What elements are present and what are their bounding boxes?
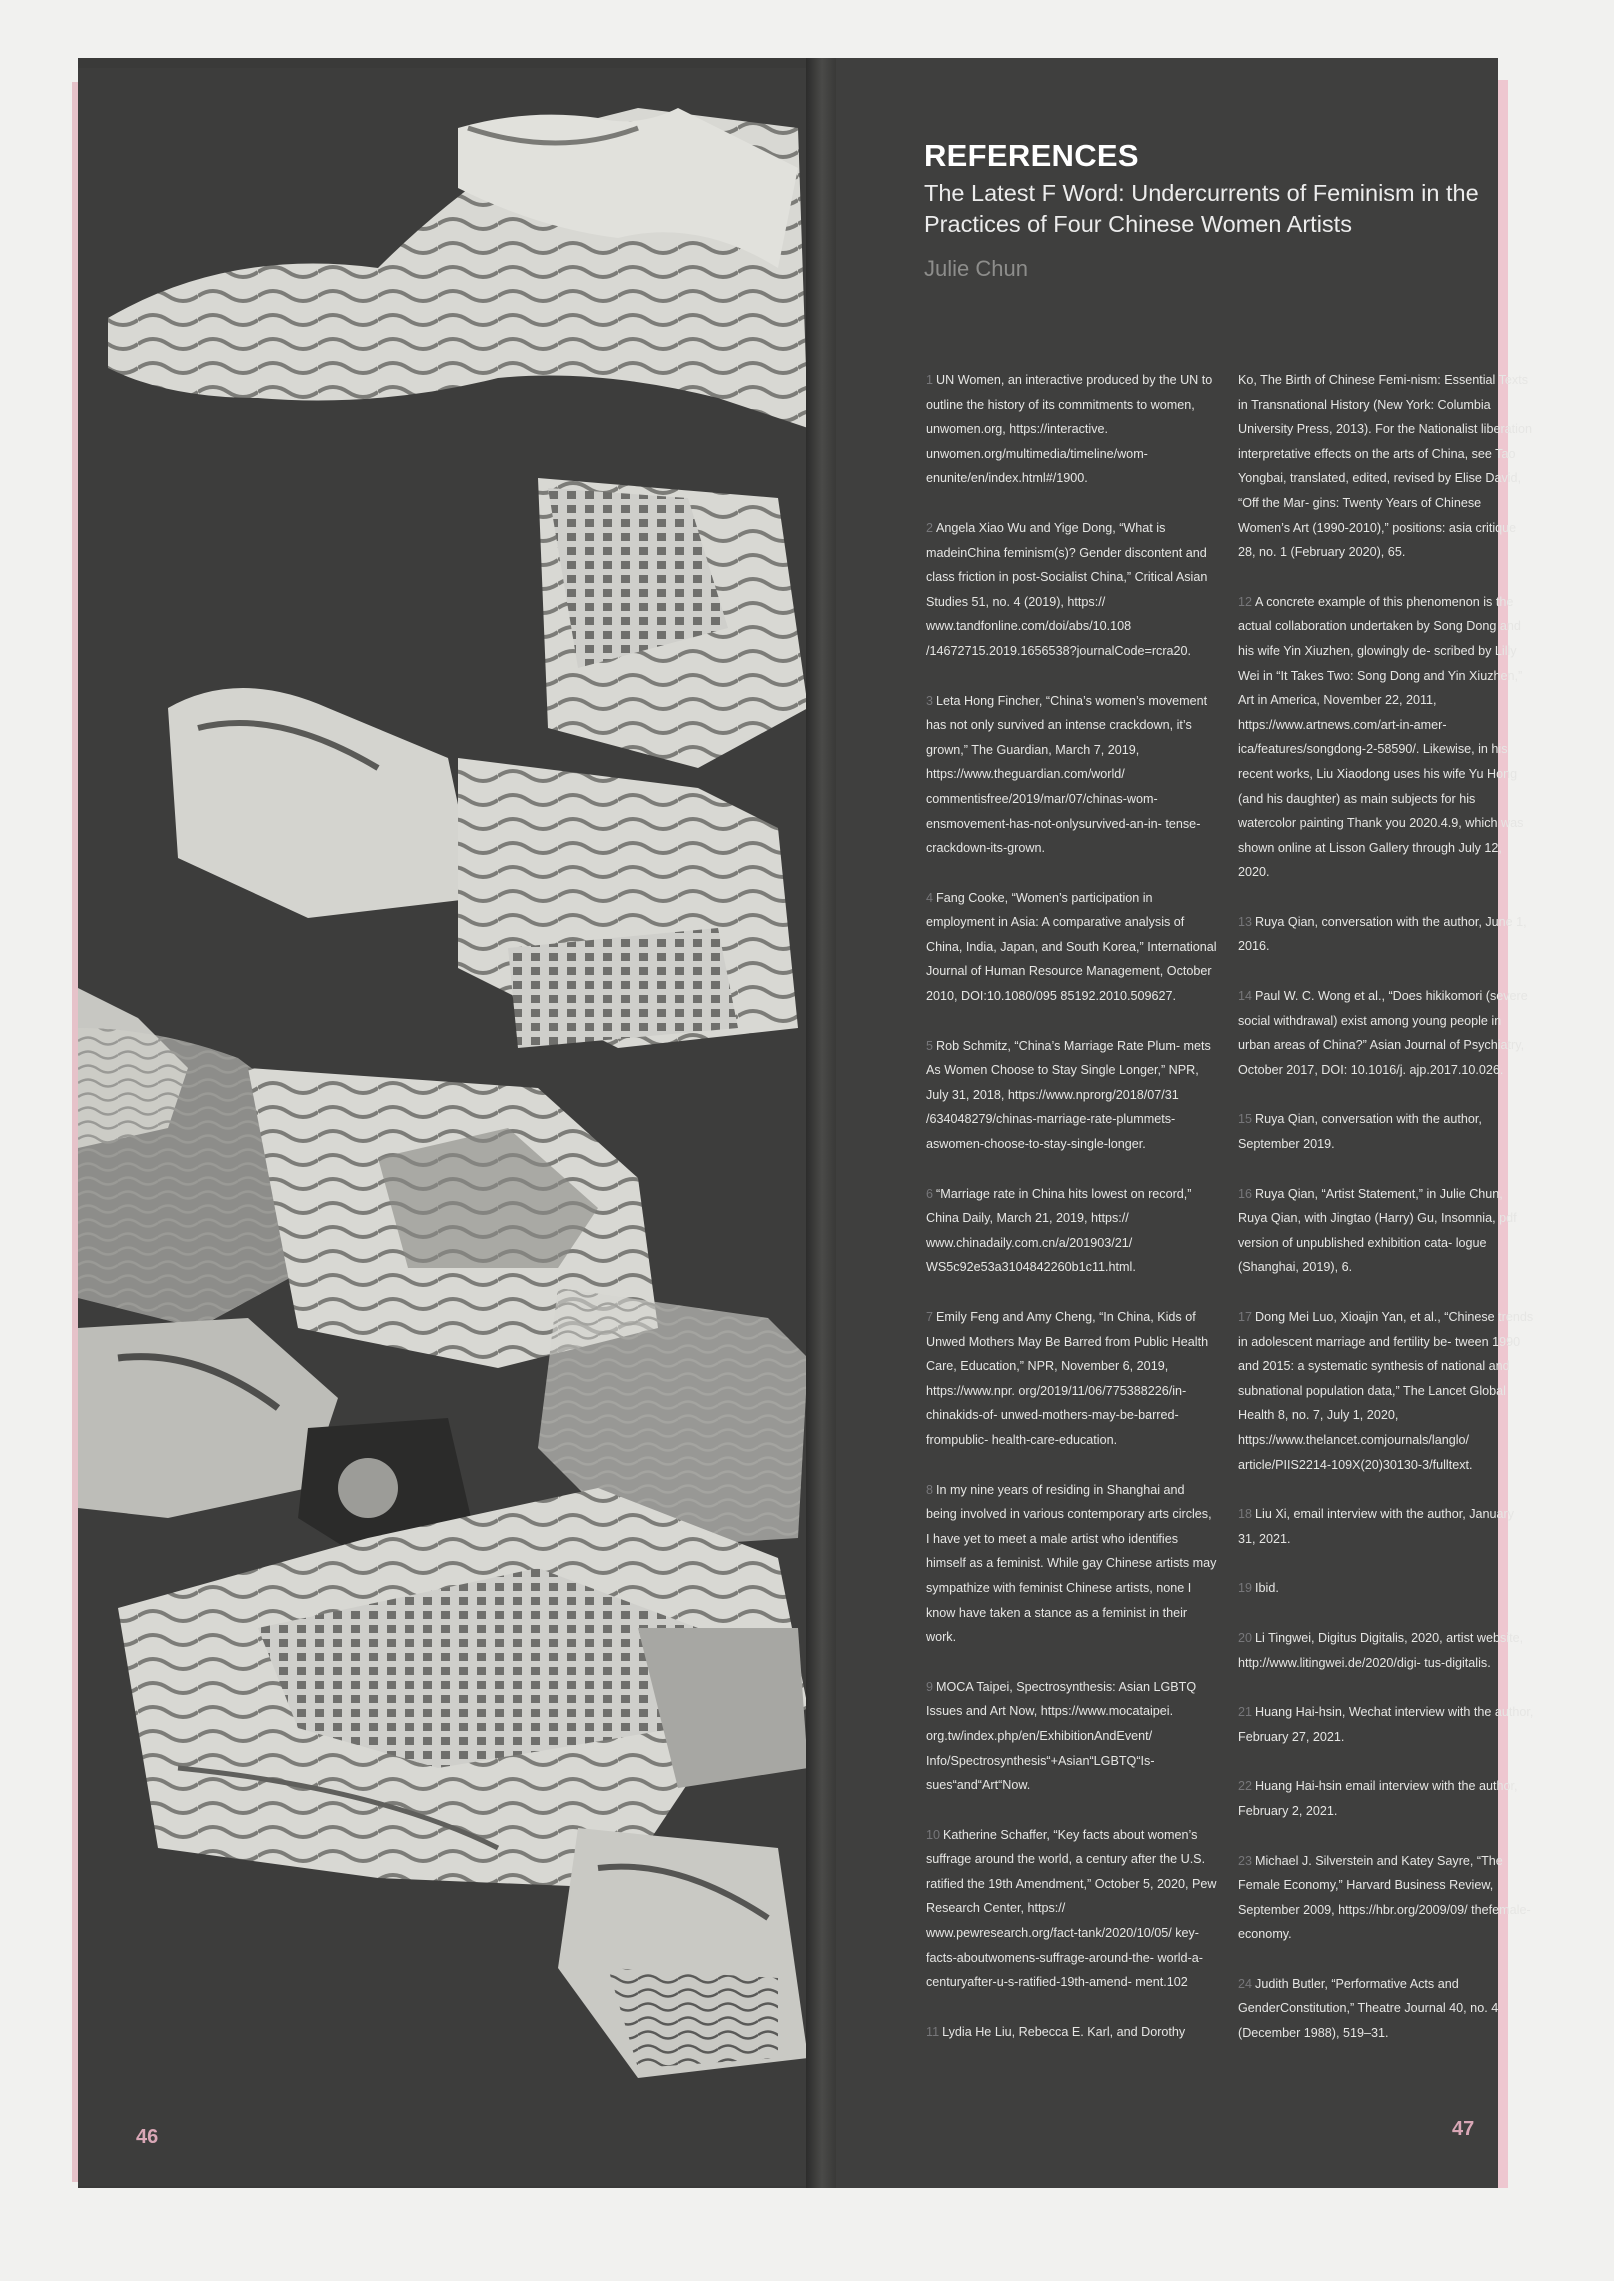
- endnote-text: Emily Feng and Amy Cheng, “In China, Kids of Unwed Mothers May Be Barred from Public Health Care, Education,” NPR, November 6, 2019, https://www.npr. org/2019/11/06/775388226/in-chinakids-of- unwed-mothers-may-be-barred-frompublic- health-care-education.: [926, 1310, 1209, 1447]
- endnote-text: Angela Xiao Wu and Yige Dong, “What is madeinChina feminism(s)? Gender discontent and class friction in post-Socialist China,” Critical Asian Studies 51, no. 4 (2019), https:// www.tandfonline.com/doi/abs/10.108 /14672715.2019.1656538?journalCode=rcra20.: [926, 520, 1208, 658]
- endnote: [1238, 984, 1534, 1082]
- endnote: [1238, 910, 1534, 959]
- endnote-text: Dong Mei Luo, Xioajin Yan, et al., “Chinese trends in adolescent marriage and fertility be- tween 1990 and 2015: a systematic synthesis of national and subnational population data,” The Lancet Global Health 8, no. 7, July 1, 2020, https://www.thelancet.comjournals/langlo/ article/PIIS2214-109X(20)30130-3/fulltext.: [1238, 1310, 1534, 1472]
- endnote-text: Paul W. C. Wong et al., “Does hikikomori (severe social withdrawal) exist among young people in urban areas of China?” Asian Journal of Psychiatry, October 2017, DOI: 10.1016/j. ajp.2017.10.026.: [1238, 989, 1528, 1077]
- endnote: [1238, 590, 1534, 885]
- endnote: [926, 1182, 1218, 1280]
- endnote-text: Li Tingwei, Digitus Digitalis, 2020, artist website, http://www.litingwei.de/2020/digi- tus-digitalis.: [1238, 1630, 1524, 1670]
- booklet-spread: [78, 58, 1534, 2188]
- endnote-number: 14: [1238, 989, 1253, 1004]
- article-subtitle: The Latest F Word: Undercurrents of Feminism in the Practices of Four Chinese Women Artists: [924, 180, 1479, 237]
- endnote-text: MOCA Taipei, Spectrosynthesis: Asian LGBTQ Issues and Art Now, https://www.mocataipei. org.tw/index.php/en/ExhibitionAndEvent/ Info/Spectrosynthesis“+Asian“LGBTQ“Is- sues“and“Art“Now.: [926, 1679, 1197, 1793]
- endnote-text: Fang Cooke, “Women’s participation in employment in Asia: A comparative analysis of China, India, Japan, and South Korea,” International Journal of Human Resource Management, October 2010, DOI:10.1080/095 85192.2010.509627.: [926, 890, 1217, 1004]
- endnote-number: 5: [926, 1038, 934, 1053]
- endnote-number: 2: [926, 520, 934, 535]
- endnote-number: 13: [1238, 914, 1253, 929]
- artwork-collage-image: [78, 68, 808, 2186]
- endnote-number: 6: [926, 1186, 934, 1201]
- endnote-number: 10: [926, 1827, 941, 1842]
- endnote-number: 15: [1238, 1112, 1253, 1127]
- page-number-right: 47: [1452, 2118, 1475, 2140]
- endnote: [1238, 368, 1534, 565]
- endnote-number: 19: [1238, 1581, 1253, 1596]
- right-page: [836, 58, 1534, 2188]
- endnote-text: Leta Hong Fincher, “China’s women’s movement has not only survived an intense crackdown, it’s grown,” The Guardian, March 7, 2019, https://www.theguardian.com/world/ commentisfree/2019/mar/07/chinas-wom- ensmovement-has-not-onlysurvived-an-in- tense-crackdown-its-grown.: [926, 693, 1208, 856]
- endnote: [926, 1305, 1218, 1453]
- endnote: [1238, 1849, 1534, 1947]
- endnote-text: Judith Butler, “Performative Acts and GenderConstitution,” Theatre Journal 40, no. 4 (December 1988), 519–31.: [1238, 1976, 1499, 2041]
- endnote: [926, 516, 1218, 664]
- endnote: [1238, 1972, 1534, 2046]
- endnote: [926, 886, 1218, 1009]
- endnote: [926, 368, 1218, 491]
- endnote-number: 7: [926, 1310, 934, 1324]
- article-author: Julie Chun: [924, 256, 1028, 281]
- endnote: [1238, 1626, 1534, 1675]
- endnote-number: 20: [1238, 1630, 1253, 1645]
- endnote: [1238, 1502, 1534, 1551]
- endnote-number: 21: [1238, 1705, 1253, 1720]
- page-number-left: 46: [136, 2126, 159, 2148]
- endnote: [1238, 1107, 1534, 1156]
- endnote-number: 3: [926, 693, 934, 708]
- endnote-text: Michael J. Silverstein and Katey Sayre, “The Female Economy,” Harvard Business Review, September 2009, https://hbr.org/2009/09/ thefemale- economy.: [1238, 1853, 1531, 1942]
- left-page: [78, 68, 808, 2186]
- endnote-text: Liu Xi, email interview with the author, January 31, 2021.: [1238, 1507, 1515, 1546]
- endnote-number: 17: [1238, 1310, 1253, 1324]
- endnote-number: 8: [926, 1482, 934, 1497]
- endnote: [1238, 1182, 1534, 1280]
- endnote-text: Ko, The Birth of Chinese Femi-nism: Essential Texts in Transnational History (New York: Columbia University Press, 2013). For the Nationalist liberation interpretative effects on the arts of China, see Tao Yongbai, translated, edited, revised by Elise David, “Off the Mar- gins: Twenty Years of Chinese Women’s Art (1990-2010),” positions: asia critique 28, no. 1 (February 2020), 65.: [1238, 373, 1532, 560]
- references-header: [924, 138, 1484, 282]
- endnote-number: 24: [1238, 1976, 1253, 1991]
- endnote: [1238, 1700, 1534, 1749]
- endnote-number: 11: [926, 2024, 940, 2039]
- endnote-text: Huang Hai-hsin, Wechat interview with the author, February 27, 2021.: [1238, 1705, 1534, 1744]
- endnote-text: In my nine years of residing in Shanghai and being involved in various contemporary arts circles, I have yet to meet a male artist who identifies himself as a feminist. While gay Chinese artists may sympathize with feminist Chinese artists, none I know have taken a stance as a feminist in their work.: [926, 1482, 1217, 1645]
- endnote: [926, 689, 1218, 861]
- notes-column-1: [926, 368, 1218, 2069]
- endnote-number: 12: [1238, 594, 1253, 609]
- endnote-number: 23: [1238, 1853, 1253, 1868]
- endnote-number: 9: [926, 1679, 934, 1694]
- endnote-number: 18: [1238, 1507, 1253, 1522]
- endnote-text: UN Women, an interactive produced by the UN to outline the history of its commitments to women, unwomen.org, https://interactive. unwomen.org/multimedia/timeline/wom- enunite/en/index.html#/1900.: [926, 373, 1213, 486]
- endnote: [926, 2020, 1218, 2045]
- endnote: [1238, 1774, 1534, 1823]
- endnote-number: 4: [926, 890, 934, 905]
- endnote-number: 22: [1238, 1779, 1253, 1794]
- endnote-number: 1: [926, 373, 934, 387]
- endnote: [926, 1675, 1218, 1798]
- endnote: [1238, 1305, 1534, 1477]
- endnote-text: Huang Hai-hsin email interview with the author, February 2, 2021.: [1238, 1779, 1518, 1818]
- endnote-text: Ruya Qian, “Artist Statement,” in Julie Chun, Ruya Qian, with Jingtao (Harry) Gu, Insomnia, pdf version of unpublished exhibition cata- logue (Shanghai, 2019), 6.: [1238, 1186, 1517, 1275]
- notes-column-2: [1238, 368, 1534, 2071]
- endnote: [926, 1034, 1218, 1157]
- endnote-text: Ruya Qian, conversation with the author, June 1, 2016.: [1238, 914, 1527, 954]
- references-heading: REFERENCES: [924, 138, 1139, 173]
- endnote-text: Katherine Schaffer, “Key facts about women’s suffrage around the world, a century after the U.S. ratified the 19th Amendment,” October 5, 2020, Pew Research Center, https:// www.pewresearch.org/fact-tank/2020/10/05/ key-facts-aboutwomens-suffrage-around-the- world-a-centuryafter-u-s-ratified-19th-amend- ment.102: [926, 1827, 1217, 1990]
- endnote-text: Ruya Qian, conversation with the author, September 2019.: [1238, 1112, 1482, 1152]
- endnote-text: Lydia He Liu, Rebecca E. Karl, and Dorothy: [942, 2024, 1186, 2039]
- endnote-number: 16: [1238, 1186, 1253, 1201]
- endnote-text: Ibid.: [1255, 1581, 1279, 1596]
- endnote: [1238, 1576, 1534, 1601]
- endnote-text: “Marriage rate in China hits lowest on record,” China Daily, March 21, 2019, https:// www.chinadaily.com.cn/a/201903/21/ WS5c92e53a3104842260b1c11.html.: [926, 1186, 1192, 1275]
- endnote-text: A concrete example of this phenomenon is the actual collaboration undertaken by Song Dong and his wife Yin Xiuzhen, glowingly de- scribed by Lilly Wei in “It Takes Two: Song Dong and Yin Xiuzhen,” Art in America, November 22, 2011, https://www.artnews.com/art-in-amer- ica/features/songdong-2-58590/. Likewise, in his recent works, Liu Xiaodong uses his wife Yu Hong (and his daughter) as main subjects for his watercolor painting Thank you 2020.4.9, which was shown online at Lisson Gallery through July 12, 2020.: [1238, 594, 1524, 880]
- endnote: [926, 1823, 1218, 1995]
- endnote: [926, 1478, 1218, 1650]
- endnote-text: Rob Schmitz, “China’s Marriage Rate Plum- mets As Women Choose to Stay Single Longer,” NPR, July 31, 2018, https://www.nprorg/2018/07/31 /634048279/chinas-marriage-rate-plummets- aswomen-choose-to-stay-single-longer.: [926, 1038, 1211, 1152]
